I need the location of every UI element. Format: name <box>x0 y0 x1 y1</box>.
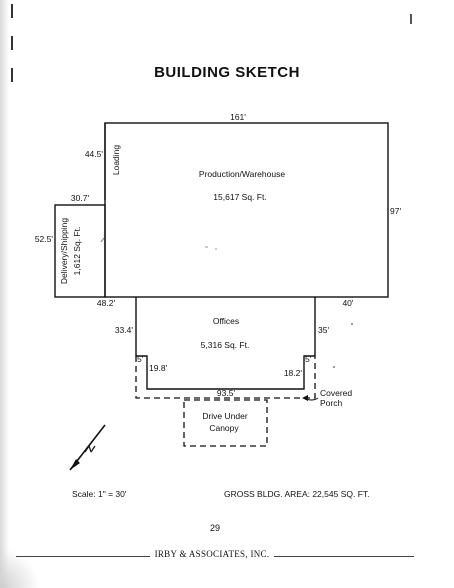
production-name: Production/Warehouse <box>198 169 286 179</box>
delivery-area: 1,612 Sq. Ft. <box>72 226 82 276</box>
page-number: 29 <box>210 523 221 533</box>
offices-name: Offices <box>212 316 240 326</box>
page-title: BUILDING SKETCH <box>154 64 300 81</box>
scale-note: Scale: 1" = 30' <box>72 489 127 499</box>
porch-line1: Covered <box>320 388 353 398</box>
offices-area: 5,316 Sq. Ft. <box>200 340 250 350</box>
canopy-line1: Drive Under <box>202 411 248 421</box>
dim-right: 97' <box>390 206 402 216</box>
gross-area-note: GROSS BLDG. AREA: 22,545 SQ. FT. <box>224 489 370 499</box>
porch-line2: Porch <box>320 398 343 408</box>
north-arrow-icon <box>70 425 105 470</box>
production-area: 15,617 Sq. Ft. <box>213 192 267 202</box>
dim-delivery-height: 52.5' <box>34 234 53 244</box>
dim-office-left-lower: 19.8' <box>149 363 168 373</box>
stray-mark <box>351 323 353 325</box>
dim-loading-height: 44.5' <box>84 149 103 159</box>
delivery-name: Delivery/Shipping <box>59 217 69 285</box>
footer-rule-right <box>274 556 414 557</box>
dim-office-left: 33.4' <box>114 325 133 335</box>
dim-office-right-lower: 18.2' <box>283 368 302 378</box>
dim-top: 161' <box>230 112 246 122</box>
dim-step-right: 5' <box>305 354 312 364</box>
canopy-line2: Canopy <box>209 423 239 433</box>
stray-mark <box>101 238 104 242</box>
company-name: IRBY & ASSOCIATES, INC. <box>154 549 270 559</box>
stray-mark <box>333 366 335 368</box>
dim-delivery-top: 30.7' <box>70 193 90 203</box>
porch-arrow-head <box>302 395 308 401</box>
footer-rule-left <box>16 556 150 557</box>
dim-office-bottom: 93.5' <box>216 388 236 398</box>
production-warehouse-outline <box>105 123 388 297</box>
loading-label: Loading <box>111 144 121 176</box>
dim-delivery-bottom: 48.2' <box>96 298 116 308</box>
dim-step-left: 5' <box>137 354 144 364</box>
dim-office-right: 35' <box>318 325 330 335</box>
dim-right-bottom: 40' <box>342 298 354 308</box>
